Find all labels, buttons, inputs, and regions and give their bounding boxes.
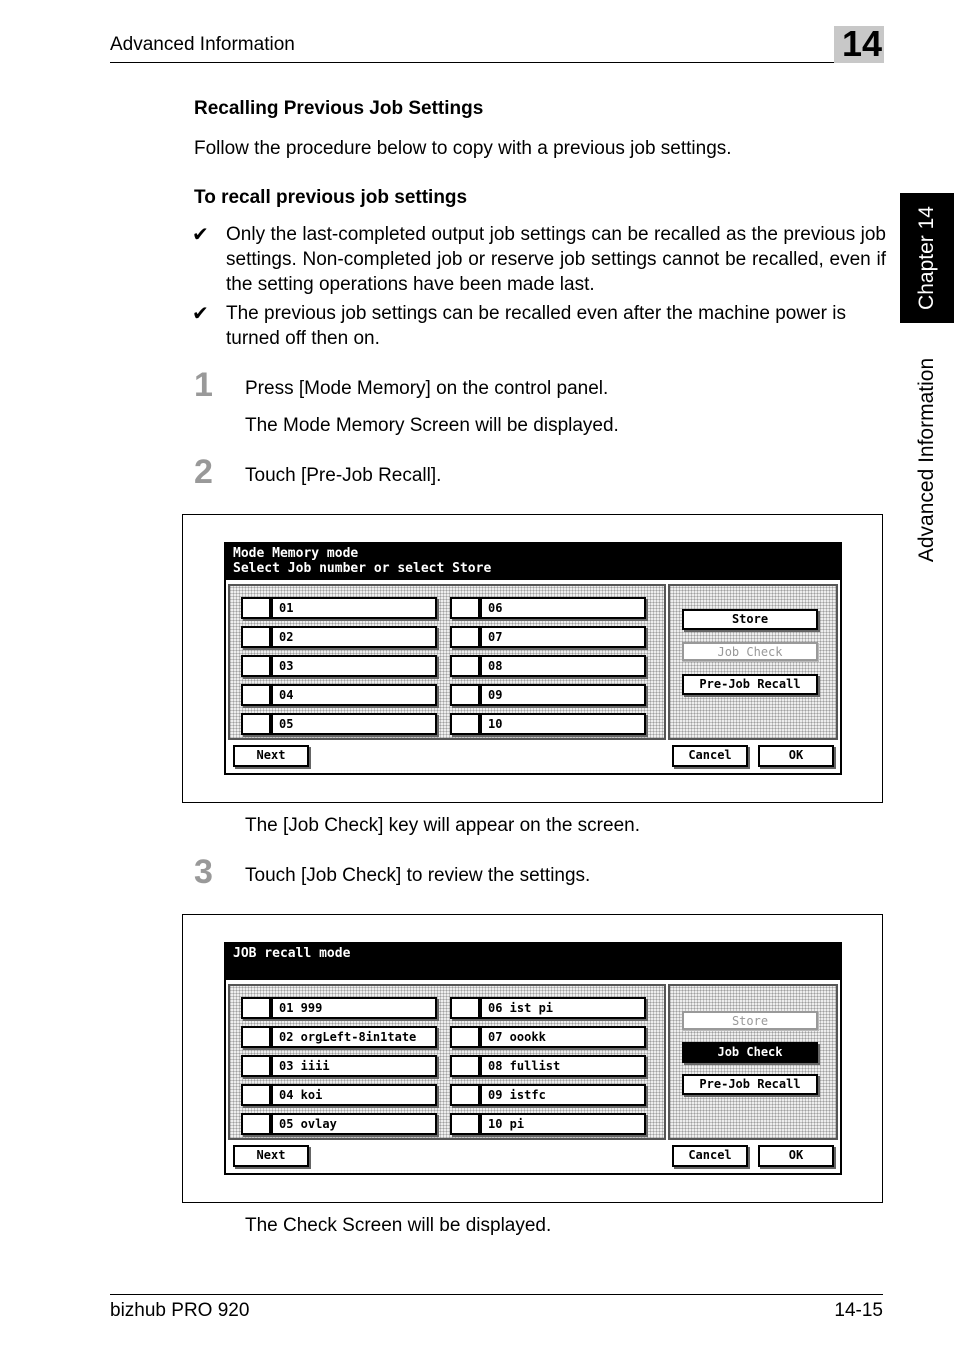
- next-button[interactable]: Next: [233, 1145, 309, 1167]
- job-checkbox[interactable]: [450, 626, 480, 648]
- job-checkbox[interactable]: [450, 684, 480, 706]
- job-check-button[interactable]: Job Check: [682, 1042, 818, 1063]
- job-checkbox[interactable]: [450, 655, 480, 677]
- step-result: The Mode Memory Screen will be displayed.: [245, 415, 619, 436]
- job-button-07[interactable]: 07 oookk: [480, 1026, 646, 1048]
- procedure-title: To recall previous job settings: [194, 187, 468, 208]
- chapter-side-tab: [900, 193, 954, 323]
- job-checkbox[interactable]: [450, 1084, 480, 1106]
- cancel-button[interactable]: Cancel: [672, 1145, 748, 1167]
- job-checkbox[interactable]: [241, 684, 271, 706]
- job-button-09[interactable]: 09: [480, 684, 646, 706]
- screen-title-bar: [226, 944, 840, 980]
- job-button-04[interactable]: 04: [271, 684, 437, 706]
- chapter-side-tab-label: Chapter 14: [915, 206, 938, 310]
- check-mark-icon: ✔: [192, 224, 209, 246]
- pre-job-recall-button[interactable]: Pre-Job Recall: [682, 1074, 818, 1095]
- header-rule: [110, 62, 883, 63]
- job-checkbox[interactable]: [241, 655, 271, 677]
- screen-title-bar: [226, 544, 840, 580]
- section-side-tab: [900, 330, 954, 590]
- page-number: 14-15: [834, 1300, 883, 1321]
- job-button-03[interactable]: 03 iiii: [271, 1055, 437, 1077]
- job-checkbox[interactable]: [450, 997, 480, 1019]
- pre-job-recall-button[interactable]: Pre-Job Recall: [682, 674, 818, 695]
- chapter-number-box: [834, 23, 884, 64]
- note-2: The previous job settings can be recalled even after the machine power is turned off then on.: [226, 303, 846, 349]
- job-button-08[interactable]: 08 fullist: [480, 1055, 646, 1077]
- job-button-06[interactable]: 06 ist pi: [480, 997, 646, 1019]
- footer-rule: [110, 1294, 883, 1295]
- section-intro: Follow the procedure below to copy with a previous job settings.: [194, 138, 732, 159]
- action-panel: [668, 584, 838, 740]
- step-text: Touch [Job Check] to review the settings.: [245, 865, 591, 886]
- screenshot-job-recall: [182, 914, 883, 1203]
- job-button-08[interactable]: 08: [480, 655, 646, 677]
- job-button-07[interactable]: 07: [480, 626, 646, 648]
- running-header-title: Advanced Information: [110, 34, 295, 55]
- job-button-01[interactable]: 01: [271, 597, 437, 619]
- step-number: 1: [194, 366, 213, 404]
- job-checkbox[interactable]: [241, 626, 271, 648]
- job-checkbox[interactable]: [450, 713, 480, 735]
- job-button-10[interactable]: 10 pi: [480, 1113, 646, 1135]
- job-button-10[interactable]: 10: [480, 713, 646, 735]
- touch-screen: [224, 942, 842, 1175]
- screenshot-mode-memory: [182, 514, 883, 803]
- store-button[interactable]: Store: [682, 1011, 818, 1030]
- job-check-button[interactable]: Job Check: [682, 642, 818, 661]
- section-title: Recalling Previous Job Settings: [194, 98, 484, 119]
- job-button-02[interactable]: 02 orgLeft-8in1tate: [271, 1026, 437, 1048]
- screen-title: Mode Memory mode: [233, 546, 359, 561]
- job-button-05[interactable]: 05: [271, 713, 437, 735]
- job-checkbox[interactable]: [241, 997, 271, 1019]
- job-checkbox[interactable]: [241, 1026, 271, 1048]
- job-button-06[interactable]: 06: [480, 597, 646, 619]
- job-checkbox[interactable]: [241, 1113, 271, 1135]
- step-text: Touch [Pre-Job Recall].: [245, 465, 442, 486]
- step-result: The [Job Check] key will appear on the screen.: [245, 815, 640, 836]
- job-checkbox[interactable]: [450, 1055, 480, 1077]
- job-button-05[interactable]: 05 ovlay: [271, 1113, 437, 1135]
- job-button-09[interactable]: 09 istfc: [480, 1084, 646, 1106]
- touch-screen: [224, 542, 842, 775]
- job-checkbox[interactable]: [450, 597, 480, 619]
- section-side-tab-label: Advanced Information: [915, 357, 938, 563]
- note-1: Only the last-completed output job settings can be recalled as the previous job settings. Non-completed job or reserve job settings cannot be recalled, even if the setting operations have been made last.: [226, 224, 886, 295]
- job-button-04[interactable]: 04 koi: [271, 1084, 437, 1106]
- step-number: 3: [194, 853, 213, 891]
- step-text: Press [Mode Memory] on the control panel.: [245, 378, 609, 399]
- ok-button[interactable]: OK: [758, 745, 834, 767]
- cancel-button[interactable]: Cancel: [672, 745, 748, 767]
- check-mark-icon: ✔: [192, 303, 209, 325]
- footer-product: bizhub PRO 920: [110, 1300, 250, 1321]
- job-checkbox[interactable]: [241, 597, 271, 619]
- job-checkbox[interactable]: [241, 1084, 271, 1106]
- job-button-03[interactable]: 03: [271, 655, 437, 677]
- step-result: The Check Screen will be displayed.: [245, 1215, 552, 1236]
- job-checkbox[interactable]: [241, 1055, 271, 1077]
- job-checkbox[interactable]: [450, 1113, 480, 1135]
- next-button[interactable]: Next: [233, 745, 309, 767]
- chapter-number: 14: [841, 23, 882, 64]
- job-button-02[interactable]: 02: [271, 626, 437, 648]
- ok-button[interactable]: OK: [758, 1145, 834, 1167]
- job-checkbox[interactable]: [450, 1026, 480, 1048]
- screen-title: JOB recall mode: [233, 946, 351, 961]
- screen-subtitle: Select Job number or select Store: [233, 561, 492, 576]
- job-checkbox[interactable]: [241, 713, 271, 735]
- store-button[interactable]: Store: [682, 609, 818, 630]
- step-number: 2: [194, 453, 213, 491]
- job-button-01[interactable]: 01 999: [271, 997, 437, 1019]
